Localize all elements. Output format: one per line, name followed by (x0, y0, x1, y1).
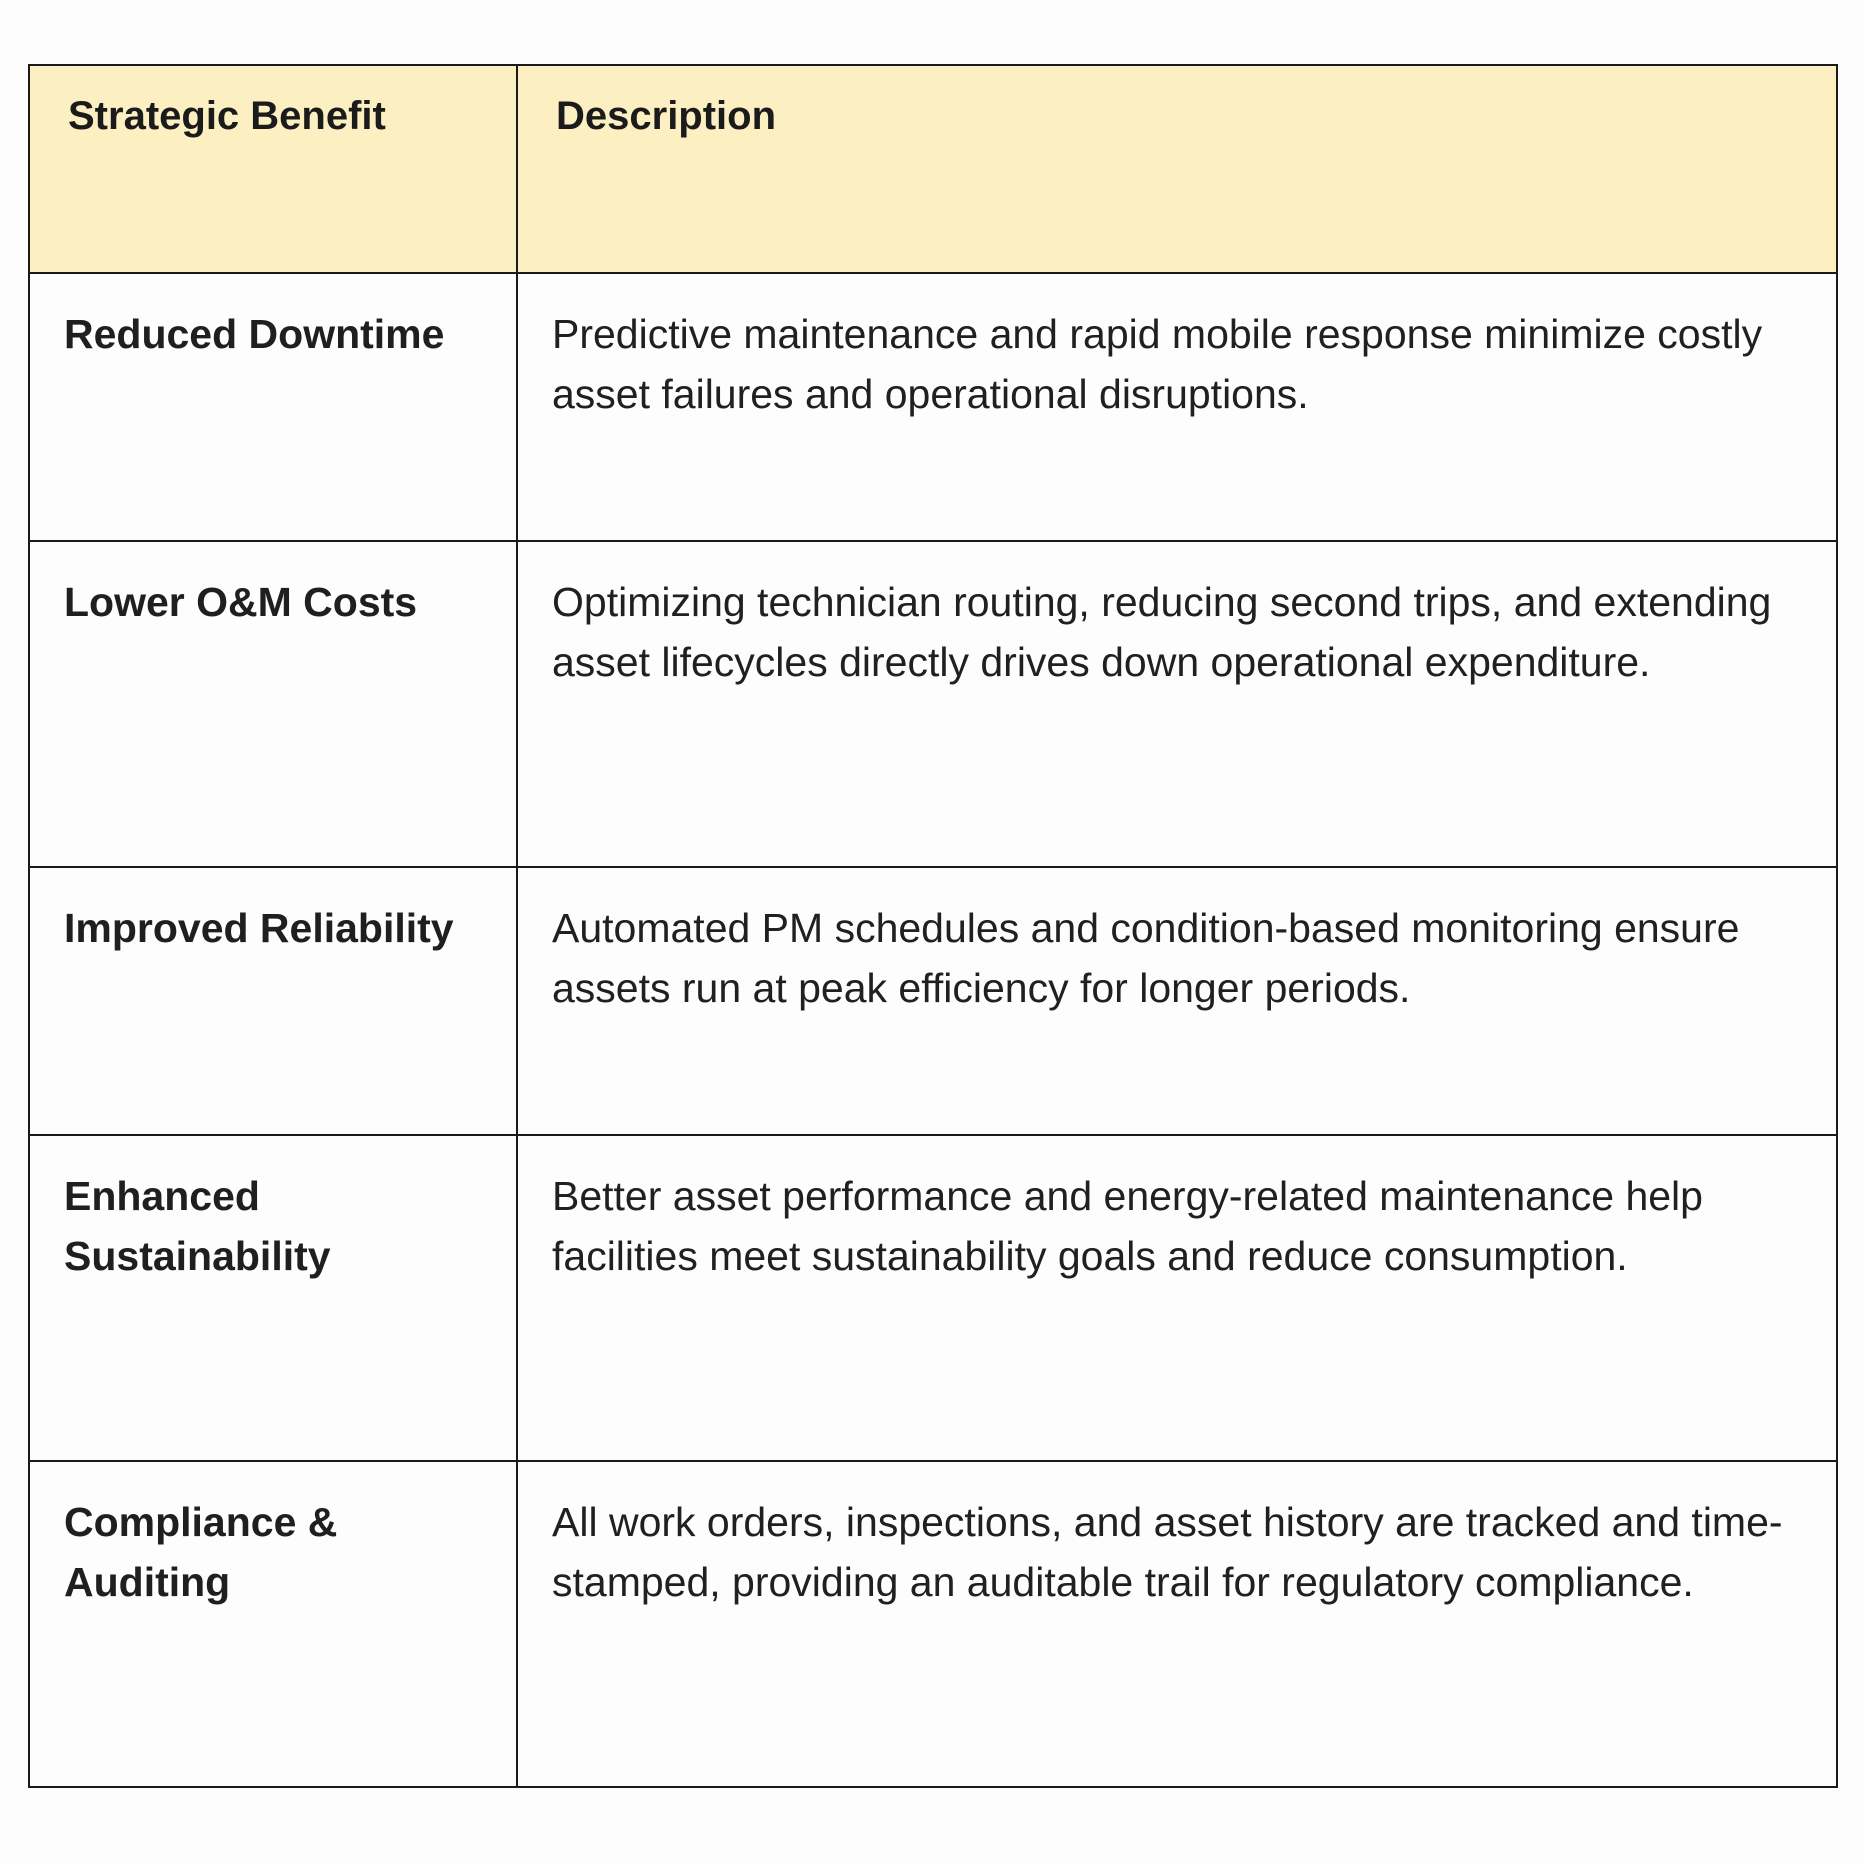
benefits-table (28, 64, 1838, 1788)
header-row (29, 65, 1837, 273)
table-row (29, 867, 1837, 1135)
description-cell: Automated PM schedules and condition-based monitoring ensure assets run at peak efficiency for longer periods. (517, 867, 1837, 1135)
table-row (29, 1135, 1837, 1461)
table-body (29, 273, 1837, 1787)
benefit-cell: Improved Reliability (29, 867, 517, 1135)
table-header (29, 65, 1837, 273)
table-row (29, 273, 1837, 541)
benefit-cell: Enhanced Sustainability (29, 1135, 517, 1461)
header-description: Description (517, 65, 1837, 273)
description-cell: All work orders, inspections, and asset history are tracked and time-stamped, providing an auditable trail for regulatory compliance. (517, 1461, 1837, 1787)
description-cell: Optimizing technician routing, reducing second trips, and extending asset lifecycles directly drives down operational expenditure. (517, 541, 1837, 867)
benefit-cell: Reduced Downtime (29, 273, 517, 541)
benefits-table-container (28, 64, 1836, 1790)
table-row (29, 541, 1837, 867)
description-cell: Better asset performance and energy-related maintenance help facilities meet sustainability goals and reduce consumption. (517, 1135, 1837, 1461)
header-strategic-benefit: Strategic Benefit (29, 65, 517, 273)
description-cell: Predictive maintenance and rapid mobile response minimize costly asset failures and operational disruptions. (517, 273, 1837, 541)
benefit-cell: Lower O&M Costs (29, 541, 517, 867)
table-row (29, 1461, 1837, 1787)
benefit-cell: Compliance & Auditing (29, 1461, 517, 1787)
